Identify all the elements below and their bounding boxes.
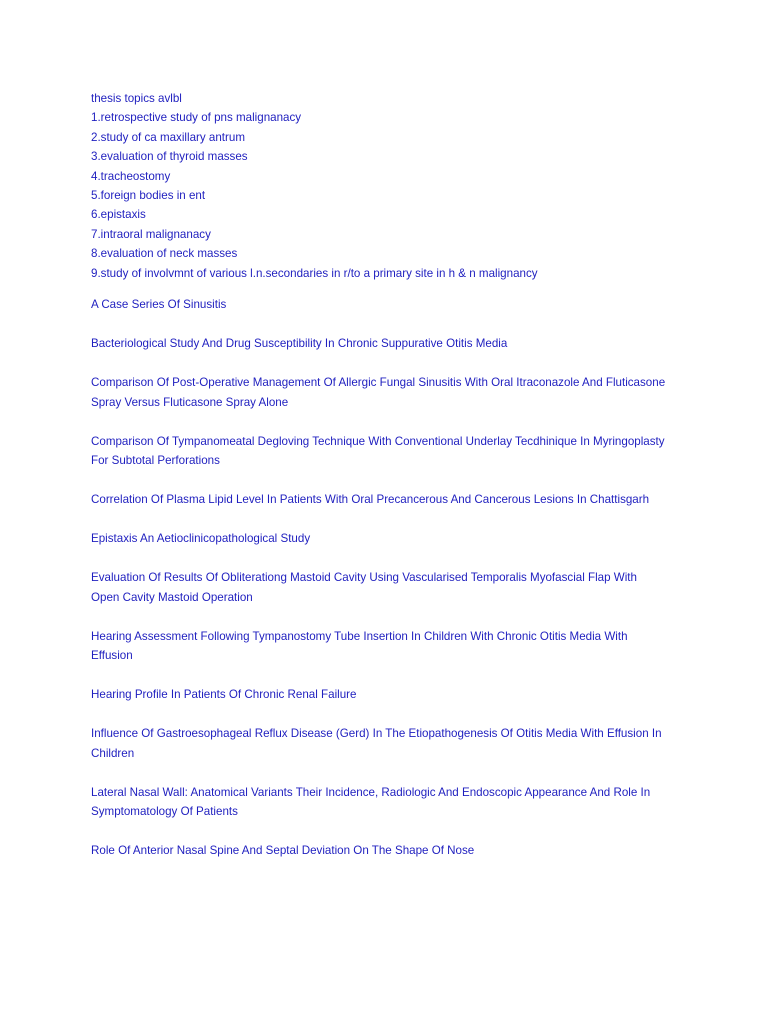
list-item: 5.foreign bodies in ent: [91, 189, 206, 203]
list-item: 1.retrospective study of pns malignanacy: [91, 111, 302, 125]
topic-entry: Evaluation Of Results Of Obliterationg Mastoid Cavity Using Vascularised Temporalis Myofascial Flap With Open Cavity Mastoid Operation: [91, 571, 637, 604]
topic-entry: Bacteriological Study And Drug Susceptibility In Chronic Suppurative Otitis Media: [91, 337, 508, 351]
list-item: 4.tracheostomy: [91, 169, 171, 183]
list-heading: thesis topics avlbl: [91, 92, 182, 105]
topic-entry: Comparison Of Tympanomeatal Degloving Technique With Conventional Underlay Tecdhinique In Myringoplasty For Subtotal Perforations: [91, 434, 665, 468]
topic-entry: Hearing Profile In Patients Of Chronic Renal Failure: [91, 688, 357, 702]
topic-entry: Influence Of Gastroesophageal Reflux Disease (Gerd) In The Etiopathogenesis Of Otitis Media With Effusion In Children: [91, 727, 662, 760]
topic-entry: Lateral Nasal Wall: Anatomical Variants Their Incidence, Radiologic And Endoscopic Appearance And Role In Symptomatology Of Patients: [91, 785, 651, 819]
topic-entry: Epistaxis An Aetioclinicopathological Study: [91, 532, 311, 546]
topic-entry: Hearing Assessment Following Tympanostomy Tube Insertion In Children With Chronic Otitis Media With Effusion: [91, 629, 628, 663]
numbered-topic-list: [91, 108, 691, 283]
topic-entry: A Case Series Of Sinusitis: [91, 298, 227, 312]
topic-entry: Correlation Of Plasma Lipid Level In Patients With Oral Precancerous And Cancerous Lesions In Chattisgarh: [91, 493, 650, 507]
list-item: 3.evaluation of thyroid masses: [91, 150, 248, 164]
document-page: [91, 89, 691, 880]
list-item: 7.intraoral malignanacy: [91, 227, 211, 241]
list-item: 8.evaluation of neck masses: [91, 247, 238, 261]
list-item: 9.study of involvmnt of various l.n.secondaries in r/to a primary site in h & n malignancy: [91, 266, 538, 280]
thesis-topic-list: [91, 295, 691, 861]
list-item: 2.study of ca maxillary antrum: [91, 130, 245, 144]
topic-entry: Comparison Of Post-Operative Management Of Allergic Fungal Sinusitis With Oral Itraconazole And Fluticasone Spray Versus Fluticasone Spray Alone: [91, 376, 666, 409]
list-item: 6.epistaxis: [91, 208, 146, 222]
topic-entry: Role Of Anterior Nasal Spine And Septal Deviation On The Shape Of Nose: [91, 844, 475, 858]
